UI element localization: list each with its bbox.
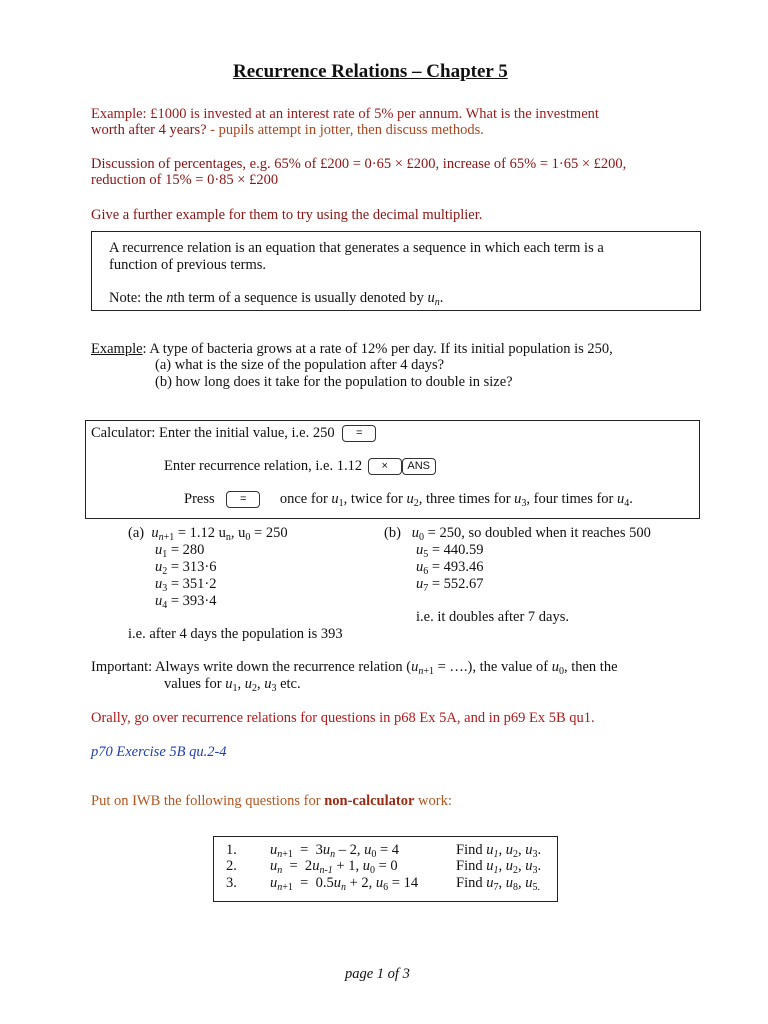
example-1-line-2 [91, 122, 484, 139]
example-label: Example [91, 341, 143, 357]
question-1-find: Find $u_1$, $u_2$, $u_3$. [456, 842, 542, 860]
bacteria-question-b: (b) how long does it take for the population to double in size? [155, 374, 513, 390]
equals-key-2: = [226, 491, 260, 508]
bacteria-question-a: (a) what is the size of the population after 4 days? [155, 357, 445, 373]
question-3-find: Find $u_7$, $u_8$, $u_{5.}$ [456, 875, 540, 893]
percentages-line-1: Discussion of percentages, e.g. 65% of £200 = 0·65 × £200, increase of 65% = 1·65 × £200, [91, 156, 627, 172]
example-1-instruction: - pupils attempt in jotter, then discuss methods. [206, 122, 484, 138]
answer-b-start: (b) $u_0 = 250$, so doubled when it reaches 500 [384, 525, 651, 543]
answer-a-relation: (a) $u_{n+1} = 1.12$ $u_n$, $u_0 = 250$ [128, 525, 288, 543]
iwb-instruction: Put on IWB the following questions for non-calculator work: [91, 793, 452, 809]
page-number: page 1 of 3 [345, 966, 410, 982]
example-1-question: worth after 4 years? [91, 122, 207, 138]
page-title: Recurrence Relations – Chapter 5 [233, 61, 508, 82]
question-3-relation: $u_{n+1} = 0.5u_n + 2$, $u_6 = 14$ [270, 875, 419, 893]
answer-b-conclusion: i.e. it doubles after 7 days. [416, 609, 570, 625]
example-1-line-1: Example: £1000 is invested at an interest rate of 5% per annum. What is the investment [91, 106, 599, 122]
question-3: 3. [226, 875, 237, 891]
answer-b-u6: $u_6 = 493.46$ [416, 559, 484, 577]
question-2-relation: $u_n = 2u_{n-1} + 1$, $u_0 = 0$ [270, 858, 398, 876]
ans-key: ANS [402, 458, 436, 475]
answer-a-u4: $u_4 = 393\cdot 4$ [155, 593, 217, 611]
orally-instruction: Orally, go over recurrence relations for questions in p68 Ex 5A, and in p69 Ex 5B qu1. [91, 710, 595, 726]
definition-line-1: A recurrence relation is an equation that generates a sequence in which each term is a [109, 240, 604, 256]
answer-a-u2: $u_2 = 313\cdot 6$ [155, 559, 217, 577]
calculator-line-2: Enter recurrence relation, i.e. 1.12 × ANS [164, 458, 436, 475]
equals-key: = [342, 425, 376, 442]
answer-a-u1: $u_1 = 280$ [155, 542, 205, 560]
important-line-1: Important: Always write down the recurrence relation ($u_{n+1}$ = ….), the value of $u_0$, then the [91, 659, 618, 677]
answer-a-u3: $u_3 = 351\cdot 2$ [155, 576, 217, 594]
question-1-relation: $u_{n+1} = 3u_n - 2$, $u_0 = 4$ [270, 842, 400, 860]
calculator-line-1: Calculator: Enter the initial value, i.e. 250 = [91, 425, 376, 442]
percentages-line-2: reduction of 15% = 0·85 × £200 [91, 172, 279, 188]
further-example: Give a further example for them to try using the decimal multiplier. [91, 207, 483, 223]
important-line-2: values for $u_1$, $u_2$, $u_3$ etc. [164, 676, 301, 694]
answer-b-u7: $u_7 = 552.67$ [416, 576, 484, 594]
exercise-reference: p70 Exercise 5B qu.2-4 [91, 744, 227, 760]
answer-b-u5: $u_5 = 440.59$ [416, 542, 484, 560]
question-1: 1. [226, 842, 237, 858]
bacteria-example-line: Example: A type of bacteria grows at a rate of 12% per day. If its initial population is 250, [91, 341, 613, 357]
calculator-line-3: Press = once for $u_1$, twice for $u_2$, three times for $u_3$, four times for $u_4$. [184, 491, 633, 509]
definition-note: Note: the nth term of a sequence is usually denoted by $u_n$. [109, 290, 444, 308]
definition-line-2: function of previous terms. [109, 257, 267, 273]
times-key: × [368, 458, 402, 475]
question-2-find: Find $u_1$, $u_2$, $u_3$. [456, 858, 542, 876]
question-2: 2. [226, 858, 237, 874]
answer-a-conclusion: i.e. after 4 days the population is 393 [128, 626, 343, 642]
